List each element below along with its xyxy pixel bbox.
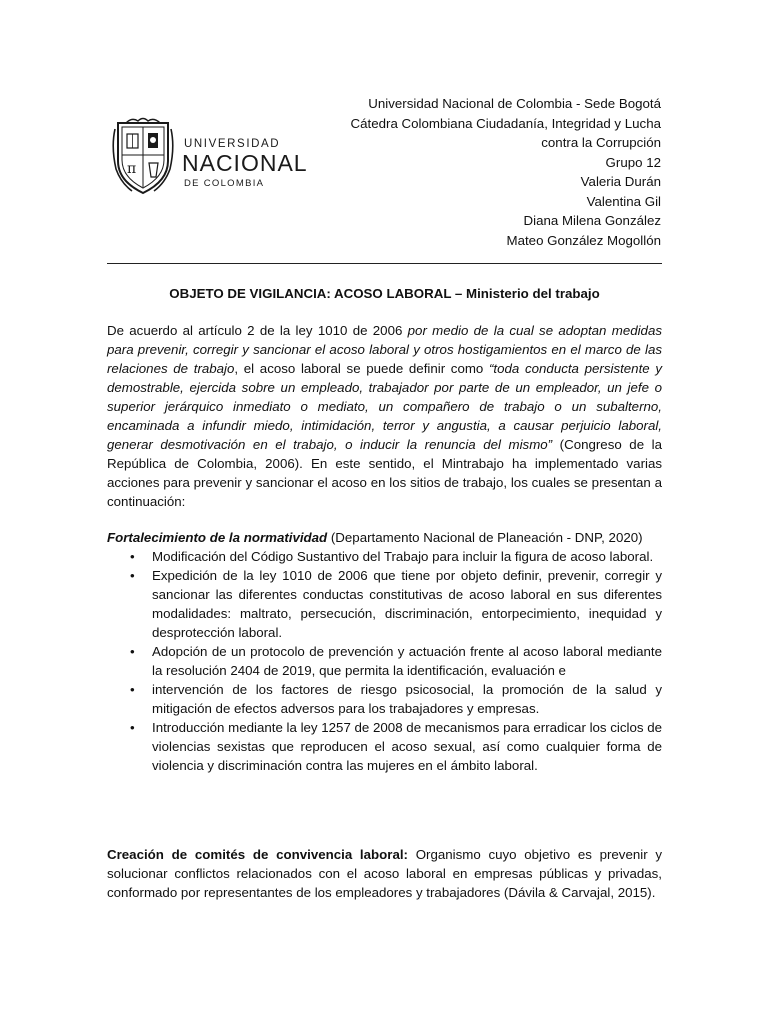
normatividad-list [107, 547, 662, 775]
header-course: Cátedra Colombiana Ciudadanía, Integridad y Lucha [350, 115, 661, 131]
definition-quote: “toda conducta persistente y demostrable, ejercida sobre un empleado, trabajador por parte de un empleador, un jefe o superior jerárquico inmediato o mediato, un compañero de trabajo o un subalterno, encaminada a infundir miedo, intimidación, terror y angustia, a causar perjuicio laboral, generar desmotivación en el trabajo, o inducir la renuncia del mismo” [107, 361, 662, 452]
list-item: • Introducción mediante la ley 1257 de 2008 de mecanismos para erradicar los ciclos de violencias sexistas que reproducen el acoso sexual, así como cualquier forma de violencia y discriminación contra las mujeres en el ámbito laboral. [107, 718, 662, 775]
section-normatividad [107, 528, 662, 775]
list-item: • Expedición de la ley 1010 de 2006 que tiene por objeto definir, prevenir, corregir y sancionar las diferentes conductas constitutivas de acoso laboral en sus diferentes modalidades: maltrato, persecución, discriminación, entorpecimiento, inequidad y desprotección laboral. [107, 566, 662, 642]
header-author-3: Diana Milena González [523, 213, 661, 228]
list-item: • Adopción de un protocolo de prevención y actuación frente al acoso laboral mediante la resolución 2404 de 2019, que permita la identificación, evaluación e [107, 642, 662, 680]
logo-line-universidad: UNIVERSIDAD [184, 138, 281, 150]
university-crest-icon [112, 117, 174, 197]
section-comites [107, 845, 662, 902]
section-normatividad-heading: Fortalecimiento de la normatividad [107, 530, 328, 545]
header-author-2: Valentina Gil [586, 193, 661, 209]
header-university: Universidad Nacional de Colombia - Sede Bogotá [368, 96, 661, 111]
svg-text:π: π [127, 161, 137, 177]
intro-paragraph [107, 321, 662, 511]
intro-text: De acuerdo al artículo 2 de la ley 1010 de 2006 [107, 323, 408, 338]
header-divider [107, 263, 662, 264]
header-author-4: Mateo González Mogollón [506, 232, 661, 248]
section-normatividad-heading-line [107, 528, 662, 547]
university-logo [112, 117, 312, 197]
law-title-italic: por medio de la cual se adoptan medidas para prevenir, corregir y sancionar el acoso laboral y otros hostigamientos en el marco de las relaciones de trabajo [107, 323, 663, 376]
list-item: • intervención de los factores de riesgo psicosocial, la promoción de la salud y mitigación de efectos adversos para los trabajadores y empresas. [107, 680, 662, 718]
document-header [351, 94, 661, 250]
intro-mid-text: , el acoso laboral se puede definir como [234, 361, 489, 376]
list-item: • Modificación del Código Sustantivo del Trabajo para incluir la figura de acoso laboral. [107, 547, 662, 566]
document-title: OBJETO DE VIGILANCIA: ACOSO LABORAL – Ministerio del trabajo [169, 286, 600, 301]
logo-line-nacional: NACIONAL [182, 150, 308, 176]
section-comites-text: Organismo cuyo objetivo es prevenir y solucionar conflictos relacionados con el acoso laboral en empresas públicas y privadas, conformado por representantes de los empleadores y trabajadores (Dávila & Carvajal, 2015). [107, 847, 662, 900]
logo-line-de-colombia: DE COLOMBIA [184, 178, 265, 189]
header-author-1: Valeria Durán [580, 174, 661, 189]
header-course-cont: contra la Corrupción [541, 135, 661, 150]
intro-end-text: (Congreso de la República de Colombia, 2006). En este sentido, el Mintrabajo ha implementado varias acciones para prevenir y sancionar el acoso en los sitios de trabajo, los cuales se presentan a continuación: [107, 437, 662, 509]
section-comites-heading: Creación de comités de convivencia laboral: [107, 847, 408, 862]
header-group: Grupo 12 [605, 154, 661, 170]
section-normatividad-citation: (Departamento Nacional de Planeación - DNP, 2020) [327, 530, 643, 545]
